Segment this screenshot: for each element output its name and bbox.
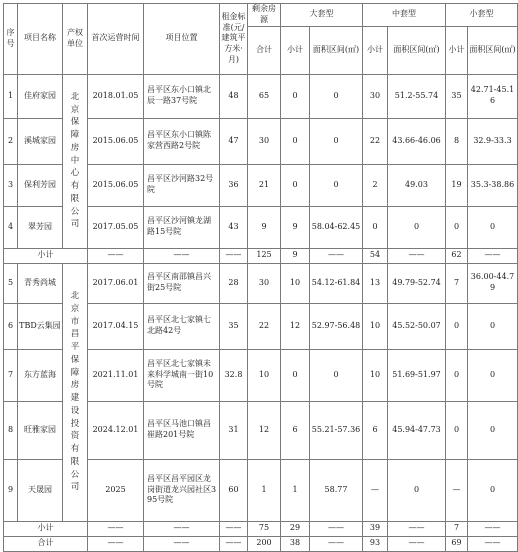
cell-large-range: 54.12-61.84 (310, 263, 363, 303)
cell-location: 昌平区马池口镇昌崔路201号院 (144, 401, 220, 459)
cell-large-range: —— (310, 248, 363, 263)
cell-location: 昌平区北七家镇七北路42号 (144, 303, 220, 349)
cell-first-op: 2017.06.01 (88, 263, 144, 303)
cell-large-range: 0 (310, 118, 363, 164)
cell-large-sub: 9 (281, 248, 310, 263)
cell-med-sub: 39 (363, 521, 388, 536)
cell-total: 1 (248, 459, 281, 521)
cell-seq: 9 (4, 459, 18, 521)
cell-name: 溪城家园 (18, 118, 63, 164)
cell-large-sub: 6 (281, 401, 310, 459)
cell-small-sub: 35 (446, 74, 468, 118)
cell-location: —— (144, 536, 220, 551)
header-large-area: 面积区间(㎡) (310, 26, 363, 74)
cell-first-op: —— (88, 248, 144, 263)
table-row (4, 263, 518, 303)
cell-large-range: 55.21-57.36 (310, 401, 363, 459)
cell-med-sub: 10 (363, 303, 388, 349)
cell-rent: —— (220, 536, 248, 551)
cell-small-range: 32.9-33.3 (468, 118, 518, 164)
subtotal-row (4, 248, 518, 263)
cell-rent: 47 (220, 118, 248, 164)
cell-small-sub: 0 (446, 206, 468, 248)
cell-med-range: 0 (388, 206, 446, 248)
header-medium: 中套型 (363, 4, 446, 27)
cell-med-range: 51.69-51.97 (388, 349, 446, 401)
cell-total: 10 (248, 349, 281, 401)
cell-location: 昌平区沙河镇龙湖路15号院 (144, 206, 220, 248)
cell-location: 昌平区南邵镇昌兴街25号院 (144, 263, 220, 303)
cell-name: 东方蓝海 (18, 349, 63, 401)
cell-med-range: 43.66-46.06 (388, 118, 446, 164)
cell-seq: 1 (4, 74, 18, 118)
subtotal-label: 小计 (4, 521, 88, 536)
housing-table (3, 3, 518, 552)
grand-total-row (4, 536, 518, 551)
cell-rent: —— (220, 521, 248, 536)
cell-med-range: 45.52-50.07 (388, 303, 446, 349)
header-medium-area: 面积区间(㎡) (388, 26, 446, 74)
cell-owner-group-1: 北京保障房中心有限公司 (63, 74, 88, 248)
cell-rent: 35 (220, 303, 248, 349)
cell-large-sub: 38 (281, 536, 310, 551)
cell-small-range: 0 (468, 459, 518, 521)
header-large: 大套型 (281, 4, 363, 27)
cell-med-sub: 54 (363, 248, 388, 263)
cell-large-sub: 9 (281, 206, 310, 248)
cell-med-range: 49.79-52.74 (388, 263, 446, 303)
cell-small-sub: 69 (446, 536, 468, 551)
cell-total: 22 (248, 303, 281, 349)
header-owner: 产权单位 (63, 4, 88, 75)
cell-med-range: —— (388, 521, 446, 536)
cell-name: 旺雅家园 (18, 401, 63, 459)
cell-first-op: 2017.04.15 (88, 303, 144, 349)
cell-rent: 60 (220, 459, 248, 521)
cell-name: TBD云集园 (18, 303, 63, 349)
cell-med-sub: 2 (363, 164, 388, 206)
cell-med-range: 0 (388, 459, 446, 521)
subtotal-label: 小计 (4, 248, 88, 263)
cell-large-sub: 29 (281, 521, 310, 536)
cell-small-sub: 0 (446, 303, 468, 349)
cell-small-sub: 7 (446, 521, 468, 536)
cell-seq: 5 (4, 263, 18, 303)
cell-large-range: —— (310, 536, 363, 551)
cell-med-range: 49.03 (388, 164, 446, 206)
cell-small-range: 36.00-44.79 (468, 263, 518, 303)
cell-med-range: 51.2-55.74 (388, 74, 446, 118)
cell-large-sub: 0 (281, 164, 310, 206)
cell-first-op: 2021.11.01 (88, 349, 144, 401)
cell-total: 30 (248, 263, 281, 303)
cell-total: 9 (248, 206, 281, 248)
cell-seq: 4 (4, 206, 18, 248)
cell-first-op: 2017.05.05 (88, 206, 144, 248)
cell-name: 翠芳园 (18, 206, 63, 248)
cell-med-sub: 22 (363, 118, 388, 164)
cell-first-op: 2024.12.01 (88, 401, 144, 459)
cell-large-sub: 10 (281, 263, 310, 303)
cell-name: 佳府家园 (18, 74, 63, 118)
cell-location: 昌平区沙河路32号院 (144, 164, 220, 206)
cell-small-range: 35.3-38.86 (468, 164, 518, 206)
cell-med-range: —— (388, 248, 446, 263)
cell-small-sub: 62 (446, 248, 468, 263)
cell-first-op: 2015.06.05 (88, 164, 144, 206)
cell-small-range: —— (468, 536, 518, 551)
cell-rent: 36 (220, 164, 248, 206)
cell-owner-group-2: 北京市昌平保障房建设投资有限公司 (63, 263, 88, 521)
cell-rent: —— (220, 248, 248, 263)
cell-rent: 28 (220, 263, 248, 303)
cell-med-sub: 30 (363, 74, 388, 118)
header-location: 项目位置 (144, 4, 220, 75)
cell-large-range: 0 (310, 349, 363, 401)
cell-total: 75 (248, 521, 281, 536)
cell-location: 昌平区东小口镇陈家营西路2号院 (144, 118, 220, 164)
cell-first-op: 2018.01.05 (88, 74, 144, 118)
cell-small-range: 0 (468, 401, 518, 459)
cell-large-sub: 12 (281, 303, 310, 349)
cell-large-range: 0 (310, 74, 363, 118)
header-rent: 租金标准(元/建筑平方米·月) (220, 4, 248, 75)
cell-first-op: —— (88, 536, 144, 551)
cell-location: 昌平区东小口镇北辰一路37号院 (144, 74, 220, 118)
header-seq: 序号 (4, 4, 18, 75)
cell-seq: 8 (4, 401, 18, 459)
cell-large-range: 58.77 (310, 459, 363, 521)
cell-name: 青秀尚城 (18, 263, 63, 303)
header-first-operation: 首次运营时间 (88, 4, 144, 75)
cell-first-op: 2015.06.05 (88, 118, 144, 164)
cell-med-sub: 93 (363, 536, 388, 551)
cell-seq: 2 (4, 118, 18, 164)
cell-small-sub: 0 (446, 401, 468, 459)
header-large-subtotal: 小计 (281, 26, 310, 74)
cell-location: —— (144, 248, 220, 263)
cell-small-sub: 0 (446, 349, 468, 401)
cell-large-range: —— (310, 521, 363, 536)
cell-total: 12 (248, 401, 281, 459)
cell-med-sub: 10 (363, 349, 388, 401)
cell-total: 30 (248, 118, 281, 164)
cell-large-range: 58.04-62.45 (310, 206, 363, 248)
cell-large-range: 52.97-56.48 (310, 303, 363, 349)
cell-small-range: 0 (468, 349, 518, 401)
cell-small-sub: 8 (446, 118, 468, 164)
cell-first-op: 2025 (88, 459, 144, 521)
cell-med-sub: 6 (363, 401, 388, 459)
cell-name: 保利芳园 (18, 164, 63, 206)
cell-small-range: 0 (468, 303, 518, 349)
cell-large-sub: 0 (281, 74, 310, 118)
cell-small-range: 42.71-45.16 (468, 74, 518, 118)
cell-small-range: 0 (468, 206, 518, 248)
cell-rent: 31 (220, 401, 248, 459)
cell-total: 65 (248, 74, 281, 118)
cell-total: 200 (248, 536, 281, 551)
header-remaining: 剩余房源 (248, 4, 281, 27)
cell-small-sub: 19 (446, 164, 468, 206)
cell-rent: 43 (220, 206, 248, 248)
header-small-area: 面积区间(㎡) (468, 26, 518, 74)
cell-location: 昌平区北七家镇未来科学城南一街10号院 (144, 349, 220, 401)
header-small: 小套型 (446, 4, 518, 27)
cell-large-sub: 1 (281, 459, 310, 521)
cell-small-range: —— (468, 521, 518, 536)
cell-rent: 32.8 (220, 349, 248, 401)
cell-total: 21 (248, 164, 281, 206)
cell-large-sub: 0 (281, 349, 310, 401)
cell-seq: 6 (4, 303, 18, 349)
cell-first-op: —— (88, 521, 144, 536)
cell-med-range: 45.94-47.73 (388, 401, 446, 459)
cell-large-sub: 0 (281, 118, 310, 164)
header-small-subtotal: 小计 (446, 26, 468, 74)
cell-location: —— (144, 521, 220, 536)
cell-location: 昌平区昌平园区龙岗街道龙兴园社区395号院 (144, 459, 220, 521)
cell-large-range: 0 (310, 164, 363, 206)
header-total: 合计 (248, 26, 281, 74)
cell-med-range: —— (388, 536, 446, 551)
cell-small-sub: — (446, 459, 468, 521)
cell-small-range: —— (468, 248, 518, 263)
header-project-name: 项目名称 (18, 4, 63, 75)
grand-total-label: 合计 (4, 536, 88, 551)
cell-name: 天晟园 (18, 459, 63, 521)
cell-small-sub: 7 (446, 263, 468, 303)
subtotal-row (4, 521, 518, 536)
header-medium-subtotal: 小计 (363, 26, 388, 74)
cell-med-sub: 0 (363, 206, 388, 248)
cell-seq: 7 (4, 349, 18, 401)
cell-total: 125 (248, 248, 281, 263)
cell-seq: 3 (4, 164, 18, 206)
cell-rent: 48 (220, 74, 248, 118)
cell-med-sub: — (363, 459, 388, 521)
cell-med-sub: 13 (363, 263, 388, 303)
table-row (4, 74, 518, 118)
